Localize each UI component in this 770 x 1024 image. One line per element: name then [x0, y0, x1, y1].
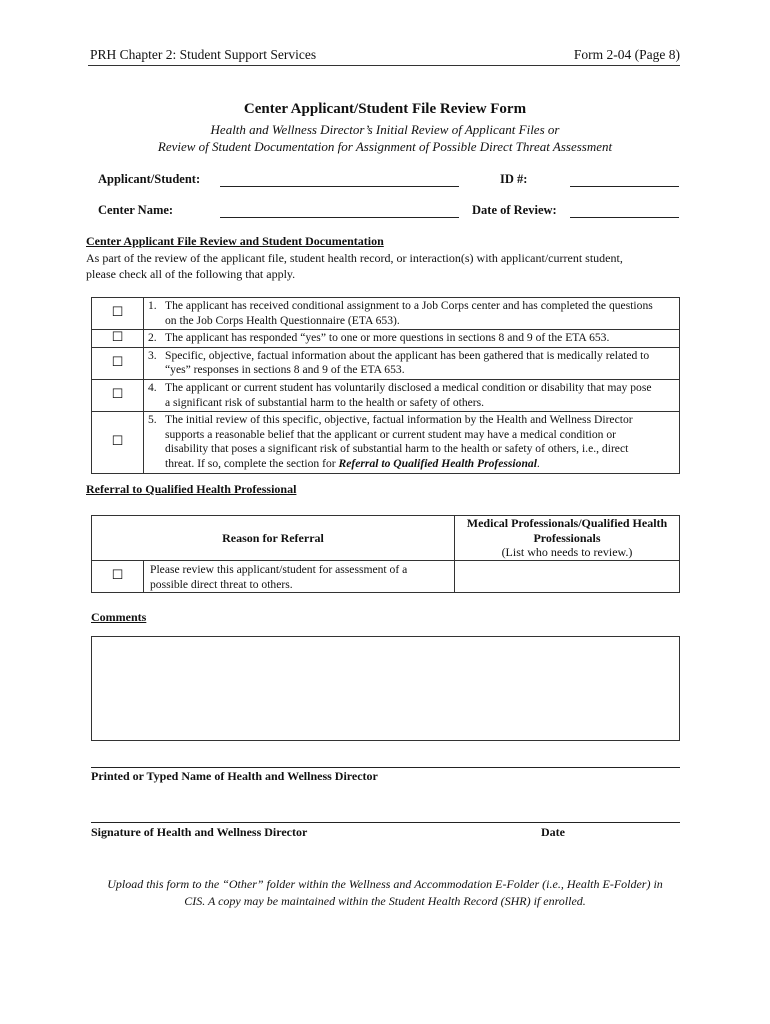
signature-label: Signature of Health and Wellness Director	[91, 825, 308, 839]
referral-reason-line-1: Please review this applicant/student for assessment of a	[150, 563, 408, 576]
review-intro-1: As part of the review of the applicant file, student health record, or interaction(s) with applicant/current student,	[86, 251, 623, 265]
reason-for-referral-header: Reason for Referral	[92, 516, 455, 561]
printed-name-label: Printed or Typed Name of Health and Wellness Director	[91, 769, 378, 783]
review-intro-2: please check all of the following that apply.	[86, 267, 296, 281]
referral-table	[91, 515, 680, 593]
form-title: Center Applicant/Student File Review Form	[243, 101, 527, 117]
date-label: Date	[541, 825, 565, 839]
applicant-input-line[interactable]	[220, 186, 459, 187]
checklist-row	[92, 330, 680, 348]
center-name-label: Center Name:	[98, 203, 174, 217]
item-number: 2.	[148, 331, 157, 345]
checklist-item	[144, 330, 680, 348]
review-checklist-table	[91, 297, 680, 474]
checkbox[interactable]: ☐	[92, 347, 144, 379]
upload-instructions-line-2: CIS. A copy may be maintained within the Student Health Record (SHR) if enrolled.	[184, 894, 586, 908]
checkbox[interactable]: ☐	[92, 379, 144, 411]
item-text: The applicant has received conditional assignment to a Job Corps center and has completed the questions on the Job Corps Health Questionnaire (ETA 653).	[165, 299, 653, 327]
referral-reason-cell	[144, 561, 455, 593]
medical-professionals-input-cell[interactable]	[455, 561, 680, 593]
checklist-item	[144, 412, 680, 473]
referral-section-title: Referral to Qualified Health Professional	[86, 482, 297, 496]
referral-row	[92, 561, 680, 593]
medical-professionals-header-note: (List who needs to review.)	[501, 545, 633, 560]
signature-line[interactable]	[91, 822, 680, 823]
checklist-row	[92, 379, 680, 411]
printed-name-line[interactable]	[91, 767, 680, 768]
header-divider	[88, 65, 680, 66]
date-of-review-input-line[interactable]	[570, 217, 679, 218]
id-input-line[interactable]	[570, 186, 679, 187]
upload-instructions-line-1: Upload this form to the “Other” folder within the Wellness and Accommodation E-Folder (i.e., Health E-Folder) in	[107, 877, 663, 891]
item-text-main: The initial review of this specific, objective, factual information by the Health and Wellness Director supports a reasonable belief that the applicant or current student may have a medical condition or disability that poses a significant risk of substantial harm to the health or safety of others, i.e., direct threat. If so, complete the section for	[165, 413, 633, 470]
checklist-row	[92, 412, 680, 473]
checkbox[interactable]: ☐	[92, 330, 144, 348]
referral-header-row	[92, 516, 680, 561]
comments-label: Comments	[91, 610, 147, 624]
item-text: Specific, objective, factual information about the applicant has been gathered that is medically related to “yes” responses in sections 8 and 9 of the ETA 653.	[165, 348, 650, 377]
medical-professionals-header-line-2: Professionals	[533, 530, 601, 545]
review-section-title: Center Applicant File Review and Student Documentation	[86, 234, 384, 248]
item-text-emphasis: Referral to Qualified Health Professional	[338, 456, 537, 470]
checklist-row	[92, 347, 680, 379]
item-number: 4.	[148, 380, 157, 394]
item-number: 3.	[148, 348, 157, 362]
upload-instructions	[0, 876, 770, 910]
medical-professionals-header	[455, 516, 680, 561]
applicant-label: Applicant/Student:	[98, 172, 201, 186]
form-subtitle-2: Review of Student Documentation for Assignment of Possible Direct Threat Assessment	[157, 139, 613, 154]
header-left: PRH Chapter 2: Student Support Services	[90, 47, 317, 62]
item-number: 5.	[148, 413, 157, 427]
item-text: The applicant has responded “yes” to one or more questions in sections 8 and 9 of the ETA 653.	[165, 331, 610, 345]
checkbox[interactable]: ☐	[92, 298, 144, 330]
referral-reason-line-2: possible direct threat to others.	[150, 577, 293, 591]
medical-professionals-header-line-1: Medical Professionals/Qualified Health	[466, 516, 668, 531]
header-right: Form 2-04 (Page 8)	[573, 47, 680, 62]
item-text: The applicant or current student has voluntarily disclosed a medical condition or disability that may pose a significant risk of substantial harm to the health or safety of others.	[165, 380, 652, 409]
center-name-input-line[interactable]	[220, 217, 459, 218]
item-text	[165, 413, 655, 471]
comments-box[interactable]	[91, 636, 680, 741]
referral-checkbox[interactable]: ☐	[92, 561, 144, 593]
id-label: ID #:	[500, 172, 528, 186]
item-text-tail: .	[536, 456, 540, 470]
checklist-item	[144, 347, 680, 379]
date-of-review-label: Date of Review:	[472, 203, 557, 217]
item-number: 1.	[148, 299, 157, 312]
checklist-item	[144, 379, 680, 411]
checklist-row	[92, 298, 680, 330]
form-subtitle-1: Health and Wellness Director’s Initial Review of Applicant Files or	[210, 122, 560, 137]
checkbox[interactable]: ☐	[92, 412, 144, 473]
checklist-item	[144, 298, 680, 330]
